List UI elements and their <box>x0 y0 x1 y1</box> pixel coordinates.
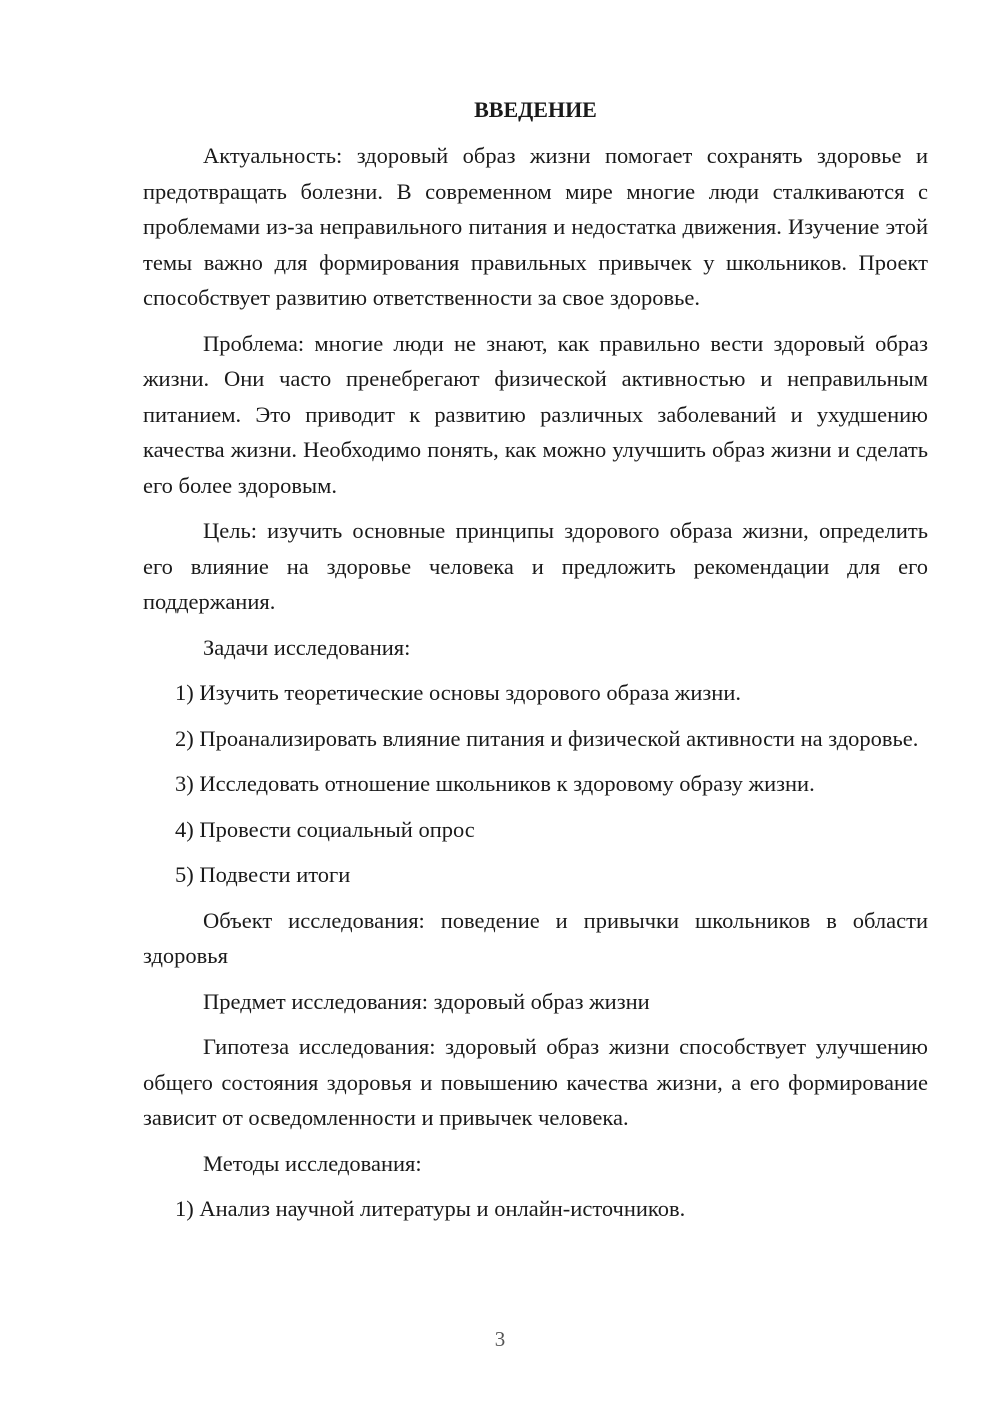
page-number: 3 <box>494 1327 506 1351</box>
problem-paragraph: Проблема: многие люди не знают, как правильно вести здоровый образ жизни. Они часто пренебрегают физической активностью и неправильным питанием. Это приводит к развитию различных заболеваний и ухудшению качества жизни. Необходимо понять, как можно улучшить образ жизни и сделать его более здоровым. <box>143 330 928 498</box>
task-item-2: 2) Проанализировать влияние питания и физической активности на здоровье. <box>175 725 919 751</box>
task-item-5: 5) Подвести итоги <box>175 862 351 887</box>
goal-paragraph: Цель: изучить основные принципы здорового образа жизни, определить его влияние на здоровье человека и предложить рекомендации для его поддержания. <box>143 518 928 614</box>
tasks-label: Задачи исследования: <box>203 634 411 660</box>
object-paragraph: Объект исследования: поведение и привычки школьников в области здоровья <box>143 907 928 968</box>
hypothesis-paragraph: Гипотеза исследования: здоровый образ жизни способствует улучшению общего состояния здоровья и повышению качества жизни, а его формирование зависит от осведомленности и привычек человека. <box>143 1034 928 1130</box>
page-title: ВВЕДЕНИЕ <box>474 97 597 122</box>
subject-paragraph: Предмет исследования: здоровый образ жизни <box>203 988 650 1014</box>
methods-label: Методы исследования: <box>203 1150 422 1176</box>
relevance-paragraph: Актуальность: здоровый образ жизни помогает сохранять здоровье и предотвращать болезни. В современном мире многие люди сталкиваются с проблемами из-за неправильного питания и недостатка движения. Изучение этой темы важно для формирования правильных привычек у школьников. Проект способствует развитию ответственности за свое здоровье. <box>143 143 928 310</box>
page-content <box>143 92 928 1237</box>
task-item-1: 1) Изучить теоретические основы здорового образа жизни. <box>175 680 741 705</box>
task-item-4: 4) Провести социальный опрос <box>175 816 475 842</box>
method-item-1: 1) Анализ научной литературы и онлайн-источников. <box>175 1196 686 1221</box>
task-item-3: 3) Исследовать отношение школьников к здоровому образу жизни. <box>175 771 815 796</box>
